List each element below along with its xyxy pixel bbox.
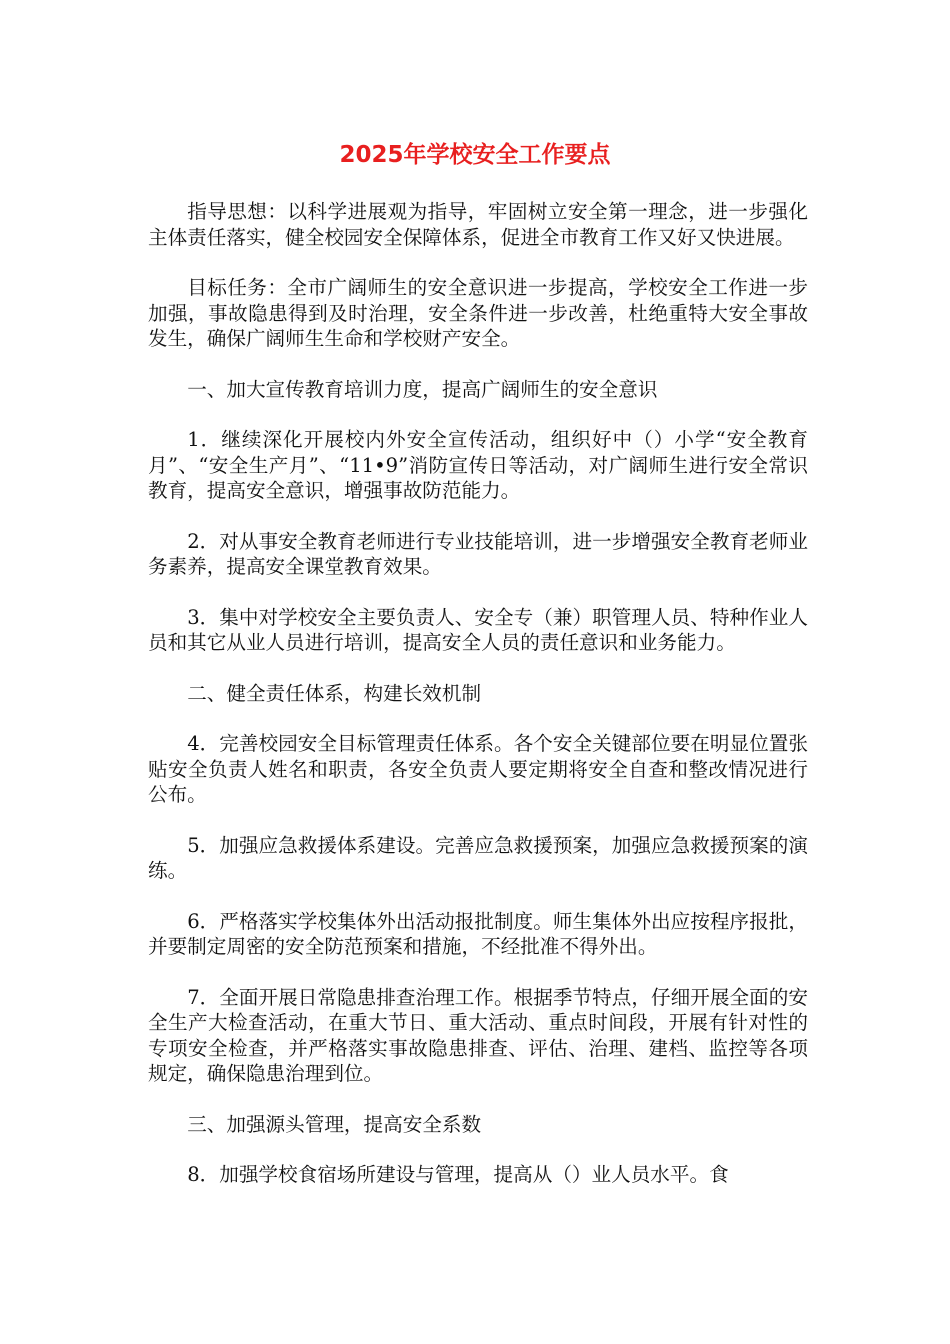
list-item-7: 7．全面开展日常隐患排查治理工作。根据季节特点，仔细开展全面的安全生产大检查活动，在重大节日、重大活动、重点时间段，开展有针对性的专项安全检查，并严格落实事故隐患排查、评估、治理、建档、监控等各项规定，确保隐患治理到位。 — [148, 985, 808, 1085]
list-item-3: 3．集中对学校安全主要负责人、安全专（兼）职管理人员、特种作业人员和其它从业人员进行培训，提高安全人员的责任意识和业务能力。 — [148, 605, 808, 654]
document-title: 2025年学校安全工作要点 — [339, 142, 611, 168]
section-heading-2: 二、健全责任体系，构建长效机制 — [187, 681, 482, 705]
paragraph-goals: 目标任务：全市广阔师生的安全意识进一步提高，学校安全工作进一步加强，事故隐患得到及时治理，安全条件进一步改善，杜绝重特大安全事故发生，确保广阔师生生命和学校财产安全。 — [148, 276, 808, 350]
list-item-1: 1．继续深化开展校内外安全宣传活动，组织好中（）小学“安全教育月”、“安全生产月”、“11•9”消防宣传日等活动，对广阔师生进行安全常识教育，提高安全意识，增强事故防范能力。 — [148, 428, 808, 502]
document-body — [148, 199, 808, 1213]
list-item-8: 8．加强学校食宿场所建设与管理，提高从（）业人员水平。食 — [187, 1163, 729, 1186]
section-heading-1: 一、加大宣传教育培训力度，提高广阔师生的安全意识 — [187, 377, 658, 401]
paragraph-guiding-ideology: 指导思想：以科学进展观为指导，牢固树立安全第一理念，进一步强化主体责任落实，健全校园安全保障体系，促进全市教育工作又好又快进展。 — [148, 200, 808, 249]
list-item-2: 2．对从事安全教育老师进行专业技能培训，进一步增强安全教育老师业务素养，提高安全课堂教育效果。 — [148, 529, 808, 578]
list-item-5: 5．加强应急救援体系建设。完善应急救援预案，加强应急救援预案的演练。 — [148, 833, 808, 882]
section-heading-3: 三、加强源头管理，提高安全系数 — [187, 1112, 482, 1136]
list-item-4: 4．完善校园安全目标管理责任体系。各个安全关键部位要在明显位置张贴安全负责人姓名和职责，各安全负责人要定期将安全自查和整改情况进行公布。 — [148, 732, 808, 806]
list-item-6: 6．严格落实学校集体外出活动报批制度。师生集体外出应按程序报批，并要制定周密的安全防范预案和措施，不经批准不得外出。 — [148, 909, 808, 958]
